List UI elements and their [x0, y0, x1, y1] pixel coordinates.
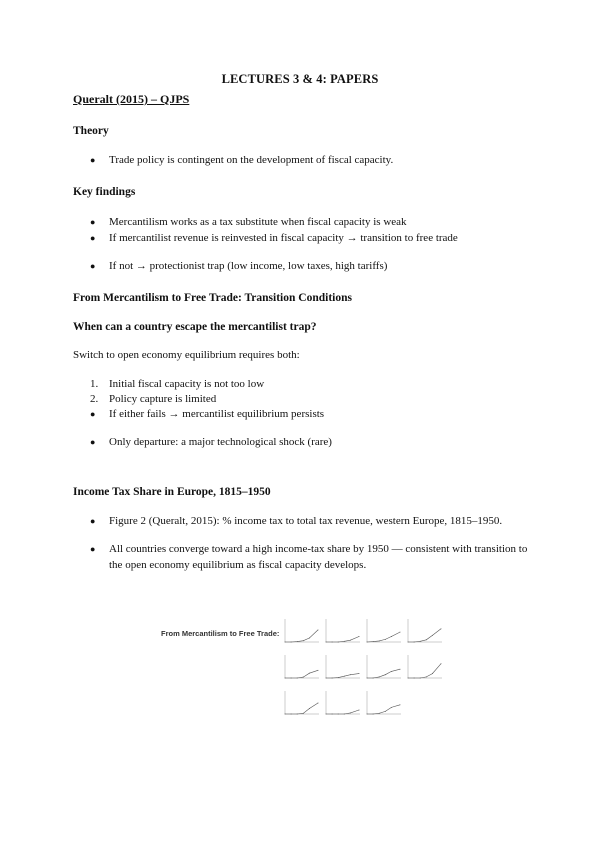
- chart-panel-svg: [366, 654, 402, 682]
- chart-panel: [325, 690, 361, 716]
- series-line: [326, 710, 359, 714]
- income-tax-bullet: [90, 513, 540, 529]
- data-point: [344, 714, 345, 715]
- bullet-dot-icon: ●: [90, 155, 96, 165]
- data-point: [285, 642, 286, 643]
- chart-panel-svg: [284, 690, 320, 718]
- figure-image: [158, 604, 444, 754]
- chart-axis: [367, 619, 401, 642]
- chart-axis: [326, 655, 360, 678]
- data-point: [414, 678, 415, 679]
- chart-panel-svg: [407, 654, 443, 682]
- data-point: [391, 636, 392, 637]
- chart-panel-svg: [325, 618, 361, 646]
- data-point: [379, 713, 380, 714]
- data-point: [303, 713, 304, 714]
- series-line: [285, 670, 318, 678]
- data-point: [373, 678, 374, 679]
- bullet-text: Figure 2 (Queralt, 2015): % income tax to total tax revenue, western Europe, 1815–1950.: [109, 515, 503, 527]
- chart-panel-svg: [284, 654, 320, 682]
- bullet-dot-icon: ●: [90, 437, 96, 447]
- key-finding-bullet: [90, 230, 540, 246]
- transition-bullet: [90, 434, 540, 450]
- data-point: [303, 677, 304, 678]
- data-point: [350, 674, 351, 675]
- transition-heading: From Mercantilism to Free Trade: Transition Conditions: [73, 292, 352, 304]
- data-point: [326, 642, 327, 643]
- theory-bullet: [90, 152, 540, 168]
- data-point: [285, 678, 286, 679]
- data-point: [291, 642, 292, 643]
- income-tax-bullet: [90, 541, 540, 573]
- bullet-text: Trade policy is contingent on the development of fiscal capacity.: [109, 154, 394, 166]
- bullet-text: Mercantilism works as a tax substitute when fiscal capacity is weak: [109, 216, 407, 228]
- data-point: [326, 678, 327, 679]
- chart-panel: [284, 618, 320, 644]
- chart-axis: [326, 691, 360, 714]
- data-point: [400, 669, 401, 670]
- figure-title: From Mercantilism to Free Trade:: [161, 629, 280, 638]
- series-line: [285, 703, 318, 714]
- data-point: [391, 707, 392, 708]
- data-point: [318, 670, 319, 671]
- chart-panel-svg: [407, 618, 443, 646]
- chart-axis: [285, 691, 319, 714]
- chart-panel: [325, 618, 361, 644]
- series-line: [367, 632, 400, 642]
- bullet-dot-icon: ●: [90, 409, 96, 419]
- bullet-dot-icon: ●: [90, 261, 96, 271]
- data-point: [385, 711, 386, 712]
- bullet-text: All countries converge toward a high income-tax share by 1950 — consistent with transition to the open economy equilibrium as fiscal capacity develops.: [109, 543, 528, 571]
- key-finding-bullet: [90, 258, 540, 274]
- data-point: [441, 663, 442, 664]
- data-point: [291, 678, 292, 679]
- data-point: [379, 676, 380, 677]
- series-line: [408, 664, 441, 678]
- data-point: [373, 641, 374, 642]
- data-point: [373, 714, 374, 715]
- data-point: [318, 703, 319, 704]
- numbered-item: [90, 376, 264, 392]
- series-line: [367, 705, 400, 714]
- transition-question: When can a country escape the mercantilist trap?: [73, 321, 317, 333]
- bullet-dot-icon: ●: [90, 544, 96, 554]
- data-point: [309, 638, 310, 639]
- chart-panel: [407, 654, 443, 680]
- data-point: [441, 628, 442, 629]
- data-point: [359, 636, 360, 637]
- chart-axis: [408, 655, 442, 678]
- chart-panel: [366, 654, 402, 680]
- data-point: [426, 676, 427, 677]
- bullet-dot-icon: ●: [90, 233, 96, 243]
- numbered-item: [90, 391, 216, 407]
- chart-panel: [284, 690, 320, 716]
- data-point: [297, 714, 298, 715]
- data-point: [408, 642, 409, 643]
- data-point: [350, 712, 351, 713]
- bullet-dot-icon: ●: [90, 217, 96, 227]
- data-point: [338, 642, 339, 643]
- data-point: [385, 639, 386, 640]
- data-point: [432, 635, 433, 636]
- chart-panel-svg: [366, 618, 402, 646]
- data-point: [309, 708, 310, 709]
- bullet-dot-icon: ●: [90, 516, 96, 526]
- chart-panel: [407, 618, 443, 644]
- data-point: [432, 673, 433, 674]
- data-point: [367, 714, 368, 715]
- paper-subtitle: Queralt (2015) – QJPS: [73, 92, 190, 106]
- transition-intro: Switch to open economy equilibrium requires both:: [73, 349, 300, 361]
- data-point: [291, 714, 292, 715]
- data-point: [297, 678, 298, 679]
- data-point: [420, 641, 421, 642]
- chart-axis: [285, 655, 319, 678]
- data-point: [303, 640, 304, 641]
- data-point: [338, 714, 339, 715]
- data-point: [344, 676, 345, 677]
- page-title: LECTURES 3 & 4: PAPERS: [221, 72, 379, 86]
- data-point: [332, 678, 333, 679]
- series-line: [326, 637, 359, 643]
- chart-panel: [325, 654, 361, 680]
- data-point: [318, 629, 319, 630]
- data-point: [426, 639, 427, 640]
- chart-panel-svg: [325, 690, 361, 718]
- chart-panel: [366, 690, 402, 716]
- item-number: 1.: [90, 378, 99, 390]
- data-point: [338, 677, 339, 678]
- key-findings-heading: Key findings: [73, 186, 136, 198]
- chart-axis: [285, 619, 319, 642]
- data-point: [420, 678, 421, 679]
- data-point: [367, 642, 368, 643]
- chart-axis: [408, 619, 442, 642]
- series-line: [367, 669, 400, 678]
- item-number: 2.: [90, 393, 99, 405]
- data-point: [400, 632, 401, 633]
- chart-panel: [366, 618, 402, 644]
- data-point: [391, 671, 392, 672]
- series-line: [326, 674, 359, 678]
- data-point: [359, 673, 360, 674]
- data-point: [285, 714, 286, 715]
- chart-panel: [284, 654, 320, 680]
- bullet-text: If mercantilist revenue is reinvested in fiscal capacity → transition to free trade: [109, 232, 458, 244]
- data-point: [408, 678, 409, 679]
- data-point: [332, 642, 333, 643]
- chart-panel-svg: [325, 654, 361, 682]
- bullet-text: If either fails → mercantilist equilibrium persists: [109, 408, 325, 420]
- chart-axis: [367, 691, 401, 714]
- data-point: [359, 710, 360, 711]
- data-point: [332, 714, 333, 715]
- income-tax-heading: Income Tax Share in Europe, 1815–1950: [73, 486, 271, 498]
- data-point: [309, 673, 310, 674]
- chart-axis: [367, 655, 401, 678]
- bullet-text: If not → protectionist trap (low income, low taxes, high tariffs): [109, 260, 388, 272]
- chart-panel-svg: [284, 618, 320, 646]
- series-line: [285, 630, 318, 642]
- chart-panel-svg: [366, 690, 402, 718]
- data-point: [400, 704, 401, 705]
- data-point: [414, 642, 415, 643]
- theory-heading: Theory: [73, 125, 109, 137]
- key-finding-bullet: [90, 214, 540, 230]
- series-line: [408, 629, 441, 642]
- bullet-text: Only departure: a major technological shock (rare): [109, 436, 332, 448]
- data-point: [350, 640, 351, 641]
- data-point: [344, 641, 345, 642]
- data-point: [379, 640, 380, 641]
- item-text: Policy capture is limited: [109, 393, 217, 405]
- data-point: [367, 678, 368, 679]
- data-point: [385, 674, 386, 675]
- item-text: Initial fiscal capacity is not too low: [109, 378, 265, 390]
- data-point: [297, 641, 298, 642]
- data-point: [326, 714, 327, 715]
- transition-bullet: [90, 406, 540, 422]
